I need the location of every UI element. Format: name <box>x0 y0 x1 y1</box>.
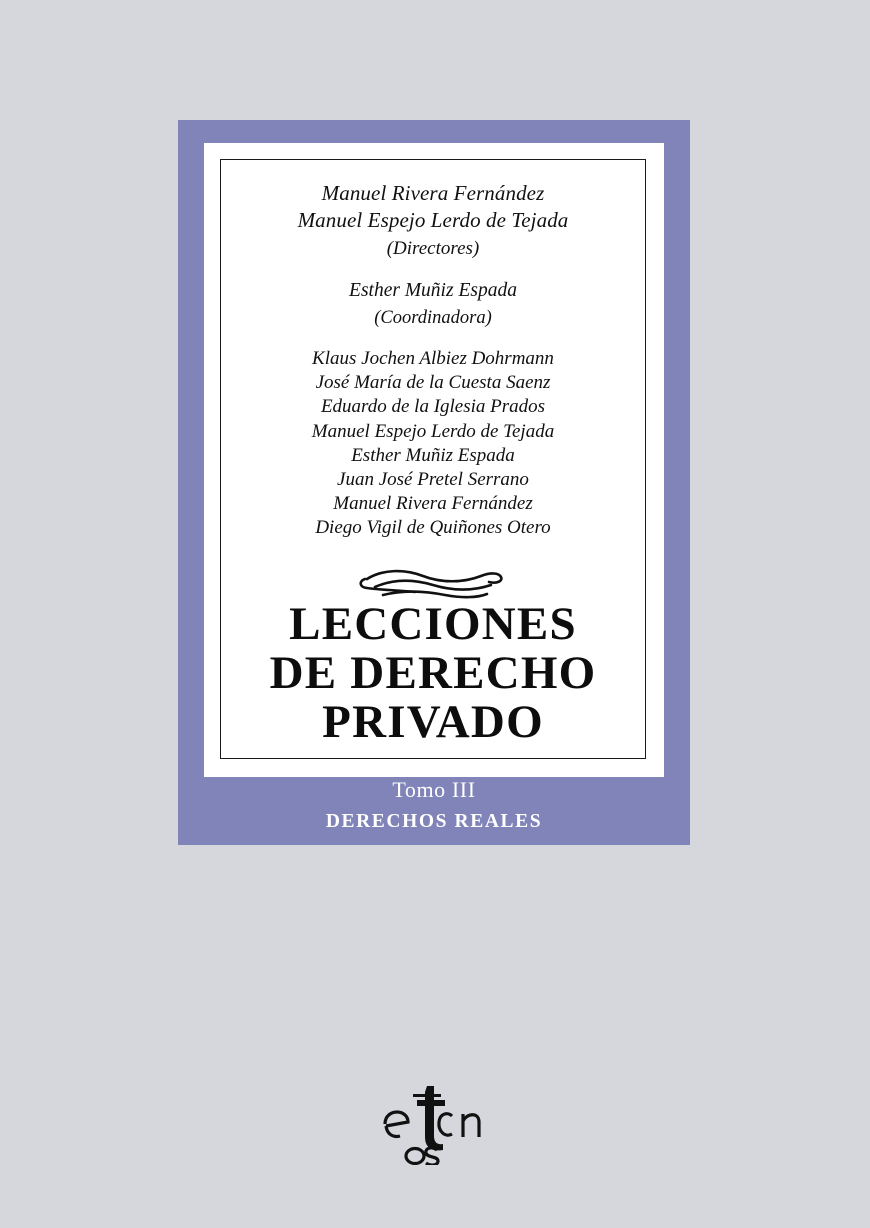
director-name: Manuel Espejo Lerdo de Tejada <box>297 208 569 232</box>
cover-border-frame <box>220 159 646 759</box>
directors-group <box>221 180 645 264</box>
coordinator-group <box>221 278 645 333</box>
contributor-name: Diego Vigil de Quiñones Otero <box>315 517 551 539</box>
publisher-logo <box>0 1080 870 1165</box>
volume-label: Tomo III <box>392 777 476 802</box>
director-name: Manuel Rivera Fernández <box>321 181 545 205</box>
tecnos-logo-icon <box>375 1080 495 1165</box>
contributor-name: Juan José Pretel Serrano <box>337 469 529 491</box>
directors-role-label: (Directores) <box>386 238 480 259</box>
title-line: DE DERECHO <box>269 647 597 699</box>
cover-white-panel <box>204 143 664 777</box>
contributor-name: Esther Muñiz Espada <box>351 444 515 466</box>
coordinator-role-label: (Coordinadora) <box>374 308 492 328</box>
contributor-name: Manuel Espejo Lerdo de Tejada <box>311 420 555 442</box>
contributor-name: Eduardo de la Iglesia Prados <box>320 396 546 418</box>
contributor-name: Klaus Jochen Albiez Dohrmann <box>312 348 554 369</box>
contributor-name: José María de la Cuesta Saenz <box>315 372 551 394</box>
contributor-name: Manuel Rivera Fernández <box>333 493 533 515</box>
title-line: PRIVADO <box>322 696 544 748</box>
volume-subtitle: DERECHOS REALES <box>325 811 543 832</box>
contributors-group <box>221 347 645 541</box>
title-line: LECCIONES <box>289 598 577 650</box>
authors-block <box>221 160 645 607</box>
volume-block <box>178 775 690 837</box>
coordinator-name: Esther Muñiz Espada <box>349 280 517 301</box>
book-cover <box>178 120 690 845</box>
book-title <box>221 600 645 747</box>
